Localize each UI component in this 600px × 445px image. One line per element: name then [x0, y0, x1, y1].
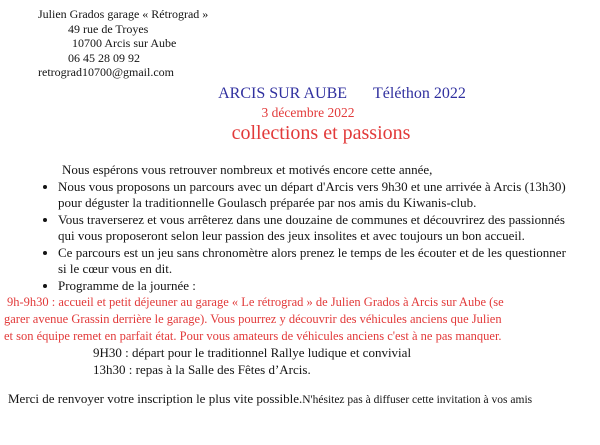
title-block — [0, 84, 600, 145]
closing-line — [0, 391, 600, 409]
sender-phone: 06 45 28 09 92 — [68, 50, 140, 65]
closing-secondary: N'hésitez pas à diffuser cette invitation à vos amis — [302, 394, 533, 406]
event-subtitle: collections et passions — [231, 121, 411, 144]
sender-name: Julien Grados garage « Rétrograd » — [38, 7, 209, 21]
sender-city: 10700 Arcis sur Aube — [72, 36, 177, 51]
program-line: et son équipe remet en parfait état. Pour vous amateurs de véhicules anciens c'est à ne pas manquer. — [4, 329, 502, 343]
bullet-list — [0, 179, 600, 295]
event-name: Téléthon 2022 — [373, 85, 466, 102]
schedule-line-9h30: 9H30 : départ pour le traditionnel Rallye ludique et convivial — [93, 345, 412, 360]
list-item: • Ce parcours est un jeu sans chronomètre alors prenez le temps de les écouter et de les questionner si le cœur vous en dit. — [58, 245, 566, 278]
event-date: 3 décembre 2022 — [261, 105, 355, 120]
event-place: ARCIS SUR AUBE — [218, 85, 348, 102]
letter-body — [0, 162, 600, 409]
intro-paragraph: Nous espérons vous retrouver nombreux et motivés encore cette année, — [62, 162, 433, 177]
list-item: • Nous vous proposons un parcours avec un départ d'Arcis vers 9h30 et une arrivée à Arcis (13h30) pour déguster la traditionnelle Goulasch préparée par nos amis du Kiwanis-club. — [58, 179, 566, 212]
program-highlight — [0, 294, 600, 345]
list-item: • Programme de la journée : — [58, 278, 566, 295]
sender-block — [38, 7, 208, 80]
program-line: garer avenue Grassin derrière le garage). Vous pourrez y découvrir des véhicules anciens que Julien — [4, 312, 502, 326]
program-line: 9h-9h30 : accueil et petit déjeuner au garage « Le rétrograd » de Julien Grados à Arcis sur Aube (se — [7, 295, 504, 309]
schedule-line-13h30: 13h30 : repas à la Salle des Fêtes d’Arcis. — [93, 361, 311, 377]
closing-main: Merci de renvoyer votre inscription le plus vite possible. — [8, 391, 303, 406]
sender-street: 49 rue de Troyes — [68, 21, 149, 36]
list-item: • Vous traverserez et vous arrêterez dans une douzaine de communes et découvrirez des passionnés qui vous proposeront selon leur passion des jeux insolites et avec toujours un bon accueil. — [58, 212, 566, 245]
sender-email: retrograd10700@gmail.com — [38, 65, 175, 80]
event-title-line — [42, 84, 600, 103]
